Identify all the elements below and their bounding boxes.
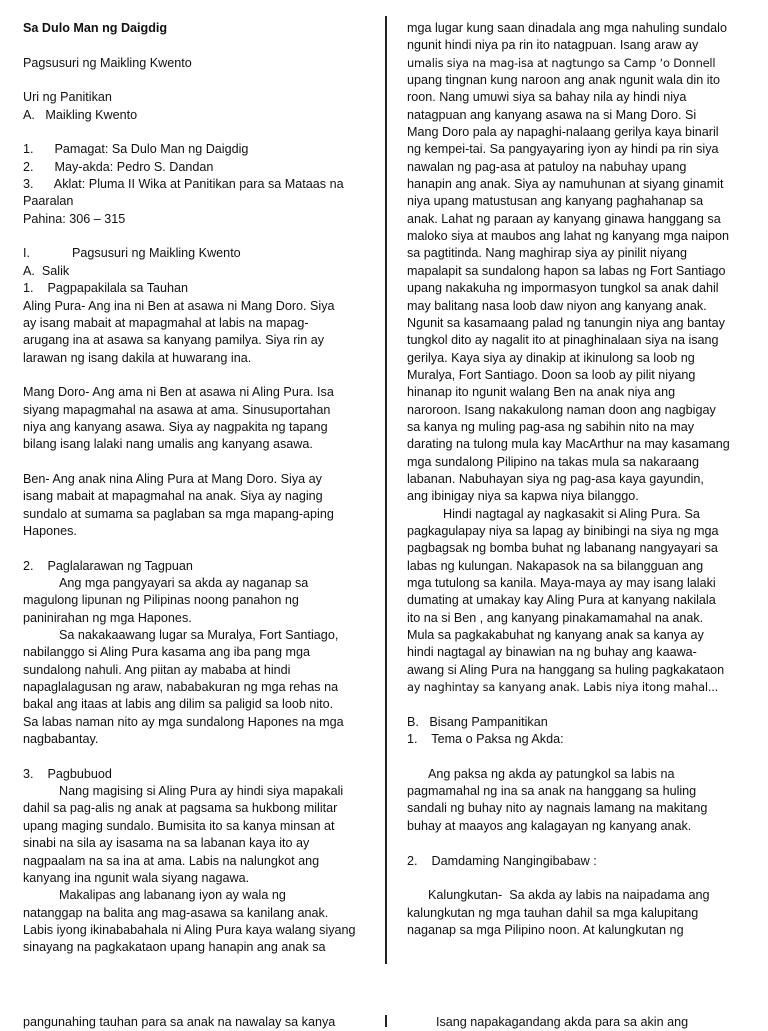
text-line: kanyang ina ngunit wala siyang nagawa. [23,870,250,885]
text-line: sundalong nahuli. Ang piitan ay mababa at hindi [23,662,291,677]
text-line: ay naghintay sa kanyang anak. Labis niya itong mahal... [407,680,719,695]
text-line: nagbabantay. [23,732,99,747]
text-line: tungkol dito ay nagalit ito at pinaghinalaan siya na isang [407,333,719,348]
text-line: hindi nagtagal ay binawian na ng buhay ang kaawa- [407,645,697,660]
text-line: Muralya, Fort Santiago. Doon sa loob ay pilit niyang [407,367,696,382]
text-line: A. Salik [23,263,70,278]
text-line: ito na si Ben , ang kanyang pinakamamahal na anak. [407,610,704,625]
text-line: bakal ang itaas at labis ang dilim sa paligid sa loob nito. [23,697,334,712]
text-line: dahil sa pag-alis ng anak at pagsama sa hukbong militar [23,801,338,816]
text-line: sandali ng buhay nito ay nagnais lamang na makitang [407,801,708,816]
text-line: awang si Aling Pura na hanggang sa huling pagkakataon [407,662,725,677]
text-line: Uri ng Panitikan [23,90,112,105]
text-line: sa pagtitinda. Nang maghirap siya ay pinilit niyang [407,246,688,261]
text-line: upang nakakuha ng impormasyon tungkol sa anak dahil [407,281,719,296]
text-line: nagpaalam na sa ina at ama. Labis na nalungkot ang [23,853,320,868]
blank-line [23,37,363,54]
text-line: 1. Pamagat: Sa Dulo Man ng Daigdig [23,142,249,157]
document-title: Sa Dulo Man ng Daigdig [23,21,168,35]
text-line: 2. Damdaming Nangingibabaw : [407,853,597,868]
next-page-right-line: Isang napakagandang akda para sa akin ang [436,1015,689,1029]
text-line: natagpuan ang kanyang asawa na si Mang Doro. Si [407,107,697,122]
text-line: Labis iyong ikinababahala ni Aling Pura kaya walang siyang [23,922,356,937]
text-line: napaglalagusan ng araw, nababakuran ng mga rehas na [23,680,339,695]
text-line: labanan. Nabuhayan siya ng pag-asa kaya gayundin, [407,471,704,486]
text-line: hinanap ito ngunit walang Ben na anak niya ang [407,385,676,400]
text-line: roon. Nang umuwi siya sa bahay nila ay hindi niya [407,90,687,105]
blank-line [23,748,363,765]
text-line: larawan ng isang dakila at huwarang ina. [23,350,252,365]
text-line: darating na tulong mula kay MacArthur na may kasamang [407,437,730,452]
text-line: Pagsusuri ng Maikling Kwento [23,55,192,70]
next-page-left-line: pangunahing tauhan para sa anak na nawalay sa kanya [23,1015,336,1029]
text-line: ay isang mabait at mapagmahal at labis na mapag- [23,315,309,330]
blank-line [23,454,363,471]
text-line: isang mabait at mapagmahal na anak. Siya ay naging [23,489,323,504]
text-line: umalis siya na mag-isa at nagtungo sa Camp ‘o Donnell [407,55,716,70]
blank-line [407,748,747,765]
text-line: nabilanggo si Aling Pura kasama ang iba pang mga [23,645,311,660]
text-line: bilang isang lalaki nang umalis ang kanyang asawa. [23,437,313,452]
blank-line [407,835,747,852]
next-page-column-divider [385,1015,387,1027]
text-line: ngunit hindi niya pa rin ito natagpuan. Isang araw ay [407,38,699,53]
text-line: pagkagulapay niya sa lapag ay binibingi na siya ng mga [407,523,719,538]
blank-line [23,228,363,245]
blank-line [23,124,363,141]
text-line: B. Bisang Pampanitikan [407,714,548,729]
text-line: mga tutulong sa kanila. Maya-maya ay may isang lalaki [407,576,716,590]
right-column [407,20,747,939]
blank-line [23,367,363,384]
text-line: I. Pagsusuri ng Maikling Kwento [23,246,241,261]
text-line: ng kempei-tai. Sa pangyayaring iyon ay hindi pa rin siya [407,142,719,157]
text-line: maloko siya at maubos ang lahat ng kanyang mga naipon [407,229,730,244]
text-line: upang tingnan kung naroon ang anak ngunit wala din ito [407,73,720,88]
text-line: nawalan ng pag-asa at patuloy na nabuhay upang [407,159,687,174]
text-line: Mula sa pagkakabuhat ng kanyang anak sa kanya ay [407,628,704,643]
text-line: 3. Pagbubuod [23,766,112,781]
text-line: labas ng kulungan. Nakapasok na sa bilangguan ang [407,558,704,573]
text-line: Paaralan [23,194,74,209]
text-line: pagbagsak ng bomba buhat ng labanang nangyayari sa [407,541,718,556]
text-line: paninirahan ng mga Hapones. [23,610,192,625]
text-line: sinayang na pagkakataon upang hanapin ang anak sa [23,940,326,955]
left-column [23,20,363,957]
text-line: A. Maikling Kwento [23,107,138,122]
text-line: Mang Doro- Ang ama ni Ben at asawa ni Aling Pura. Isa [23,385,334,400]
text-line: Ngunit sa kasamaang palad ng tanungin niya ang bantay [407,315,725,330]
column-divider [385,16,387,964]
text-line: Makalipas ang labanang iyon ay wala ng [59,888,286,903]
text-line: Sa nakakaawang lugar sa Muralya, Fort Santiago, [59,628,339,643]
text-line: Ang paksa ng akda ay patungkol sa labis na [407,766,675,781]
blank-line [407,870,747,887]
text-line: ang ibinigay niya sa kapwa niya bilanggo. [407,489,639,504]
text-line: Ben- Ang anak nina Aling Pura at Mang Doro. Siya ay [23,471,322,486]
text-line: 1. Tema o Paksa ng Akda: [407,732,564,747]
text-line: 3. Aklat: Pluma II Wika at Panitikan para sa Mataas na [23,177,344,192]
text-line: Hindi nagtagal ay nagkasakit si Aling Pura. Sa [443,506,700,521]
text-line: Hapones. [23,523,77,538]
blank-line [23,540,363,557]
blank-line [23,72,363,89]
text-line: upang maging sundalo. Bumisita ito sa kanya minsan at [23,818,335,833]
text-line: 2. Paglalarawan ng Tagpuan [23,558,193,573]
text-line: naganap sa mga Pilipino noon. At kalungkutan ng [407,922,684,937]
text-line: dumating at umakay kay Aling Pura at kanyang nakilala [407,593,716,608]
text-line: Kalungkutan- Sa akda ay labis na naipadama ang [407,888,710,903]
text-line: naroroon. Isang nakakulong naman doon ang nagbigay [407,402,716,417]
text-line: siyang mapagmahal na asawa at ama. Sinusuportahan [23,402,331,417]
text-line: Pahina: 306 – 315 [23,211,126,226]
text-line: magulong lipunan ng Pilipinas noong panahon ng [23,593,299,608]
text-line: sundalo at sumama sa paglaban sa mga mapang-aping [23,506,334,521]
text-line: Aling Pura- Ang ina ni Ben at asawa ni Mang Doro. Siya [23,298,335,313]
text-line: Nang magising si Aling Pura ay hindi siya mapakali [59,784,344,799]
text-line: sinabi na sila ay isasama na sa labanan kaya ito ay [23,836,310,851]
text-line: 2. May-akda: Pedro S. Dandan [23,159,214,174]
text-line: mapalapit sa sundalong hapon sa labas ng Fort Santiago [407,263,726,278]
text-line: mga sundalong Pilipino na takas mula sa nakaraang [407,454,699,469]
text-line: Sa labas naman nito ay mga sundalong Hapones na mga [23,714,344,729]
text-line: kalungkutan ng mga tauhan dahil sa mga kalupitang [407,905,699,920]
text-line: mga lugar kung saan dinadala ang mga nahuling sundalo [407,21,727,35]
blank-line [407,696,747,713]
text-line: 1. Pagpapakilala sa Tauhan [23,281,189,296]
text-line: pagmamahal ng ina sa anak na hanggang sa huling [407,784,697,799]
text-line: natanggap na balita ang mag-asawa sa kanilang anak. [23,905,329,920]
text-line: buhay at maayos ang kalagayan ng kanyang anak. [407,818,692,833]
text-line: Ang mga pangyayari sa akda ay naganap sa [59,576,309,590]
text-line: niya upang matustusan ang kanyang paghahanap sa [407,194,704,209]
text-line: Mang Doro pala ay napaghi-nalaang gerilya kaya binaril [407,125,719,140]
text-line: arugang ina at asawa sa kanyang pamilya. Siya rin ay [23,333,325,348]
text-line: may balitang nasa loob daw niyon ang kanyang anak. [407,298,707,313]
text-line: hanapin ang anak. Siya ay namuhunan at siyang ginamit [407,177,724,192]
text-line: sa kanya ng muling pag-asa ng sabihin nito na may [407,419,695,434]
text-line: gerilya. Kaya siya ay dinakip at ikinulong sa loob ng [407,350,695,365]
text-line: anak. Lahat ng paraan ay kanyang ginawa hanggang sa [407,211,721,226]
text-line: niya ang kanyang asawa. Siya ay nagpakita ng tapang [23,419,328,434]
